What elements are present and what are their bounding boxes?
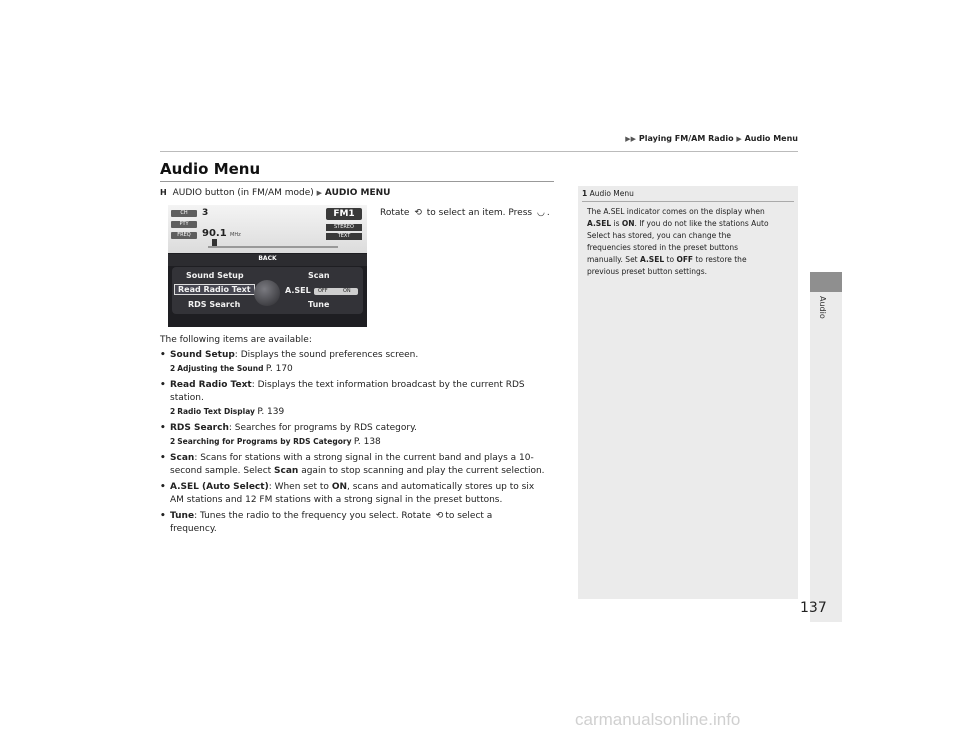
intro-text: The following items are available: [160,335,312,345]
triangle-right-icon: ▶▶ [625,135,637,143]
toggle-off-label: OFF [318,288,328,294]
rotate-knob-icon: ⟲ [435,511,444,521]
bullet-icon: • [160,453,166,463]
bullet-icon: • [160,511,166,521]
instruction-select: to select an item. Press [426,208,533,218]
bullet-icon: • [160,482,166,492]
frequency-value: 90.1 [202,228,227,239]
section-tab-strip [810,292,842,622]
band-indicator: FM1 [326,208,362,220]
watermark: carmanualsonline.info [575,710,741,729]
menu-item-tune: Tune [308,300,330,309]
rotate-knob-icon: ⟲ [414,208,422,218]
list-item: • Sound Setup: Displays the sound preferences screen. 2 Adjusting the Sound P. 170 [160,349,560,376]
stereo-indicator: STEREO [326,224,362,231]
channel-number: 3 [202,208,209,218]
triangle-right-icon: ▶ [736,135,742,143]
toggle-on-label: ON [343,288,351,294]
asel-toggle [314,288,358,295]
section-tab-marker [810,272,842,292]
press-knob-icon: ◡ [536,208,545,218]
cross-reference[interactable]: 2 Adjusting the Sound P. 170 [170,364,293,374]
list-item: • Scan: Scans for stations with a strong signal in the current band and plays a 10- second sample. Select Scan again to stop scanning and play the current selection. [160,453,545,476]
note-body: The A.SEL indicator comes on the display when A.SEL is ON. If you do not like the stations Auto Select has stored, you can change the frequencies stored in the preset buttons manually. Set A.SEL to OFF to restore the previous preset button settings. [587,207,769,276]
side-note [578,186,798,599]
header-divider [160,151,798,152]
menu-item-scan: Scan [308,271,330,280]
note-divider [582,201,794,202]
text-indicator: TEXT [326,233,362,240]
instruction-end: . [546,208,550,218]
bullet-icon: • [160,380,166,390]
breadcrumb [625,134,798,143]
cross-reference[interactable]: 2 Radio Text Display P. 139 [170,407,285,417]
menu-item-asel: A.SEL [285,286,311,295]
reference-icon: 2 [170,364,176,373]
bullet-icon: • [160,350,166,360]
page-title: Audio Menu [160,160,261,178]
pty-button: PTY [171,221,197,228]
home-icon: H [160,188,167,197]
tuning-track [208,246,338,248]
tuning-marker [212,239,217,246]
reference-icon: 2 [170,407,176,416]
breadcrumb-section[interactable]: Playing FM/AM Radio [638,134,734,143]
list-item: • A.SEL (Auto Select): When set to ON, scans and automatically stores up to six AM stations and 12 FM stations with a strong signal in the preset buttons. [160,482,535,505]
section-tab-label: Audio [818,296,827,319]
item-list [160,349,560,539]
path-prefix: AUDIO button (in FM/AM mode) [172,188,314,198]
reference-icon: 2 [170,437,176,446]
breadcrumb-page[interactable]: Audio Menu [744,134,798,143]
menu-item-rds-search: RDS Search [188,300,241,309]
bullet-icon: • [160,423,166,433]
list-item: • Tune: Tunes the radio to the frequency you select. Rotate ⟲ to select a frequency. [160,511,493,534]
note-title: 1 Audio Menu [582,189,634,198]
selector-knob-icon [254,280,280,306]
page-number: 137 [800,600,827,616]
title-divider [160,181,554,182]
freq-button: FREQ [171,232,197,239]
instruction-rotate: Rotate [380,208,410,218]
note-icon: 1 [582,189,588,198]
path-target: AUDIO MENU [324,188,391,198]
list-item: • Read Radio Text: Displays the text information broadcast by the current RDS station. 2 Radio Text Display P. 139 [160,379,560,419]
cross-reference[interactable]: 2 Searching for Programs by RDS Category P. 138 [170,437,381,447]
instruction-text [380,208,550,218]
frequency-unit: MHz [230,232,241,238]
back-button: BACK [168,254,367,266]
menu-item-read-radio-text: Read Radio Text [174,284,255,295]
audio-menu-screen [168,205,367,327]
list-item: • RDS Search: Searches for programs by RDS category. 2 Searching for Programs by RDS Category P. 138 [160,422,560,449]
ch-button: CH [171,210,197,217]
menu-item-sound-setup: Sound Setup [186,271,244,280]
triangle-right-icon: ▶ [316,189,323,197]
menu-path [160,188,390,198]
